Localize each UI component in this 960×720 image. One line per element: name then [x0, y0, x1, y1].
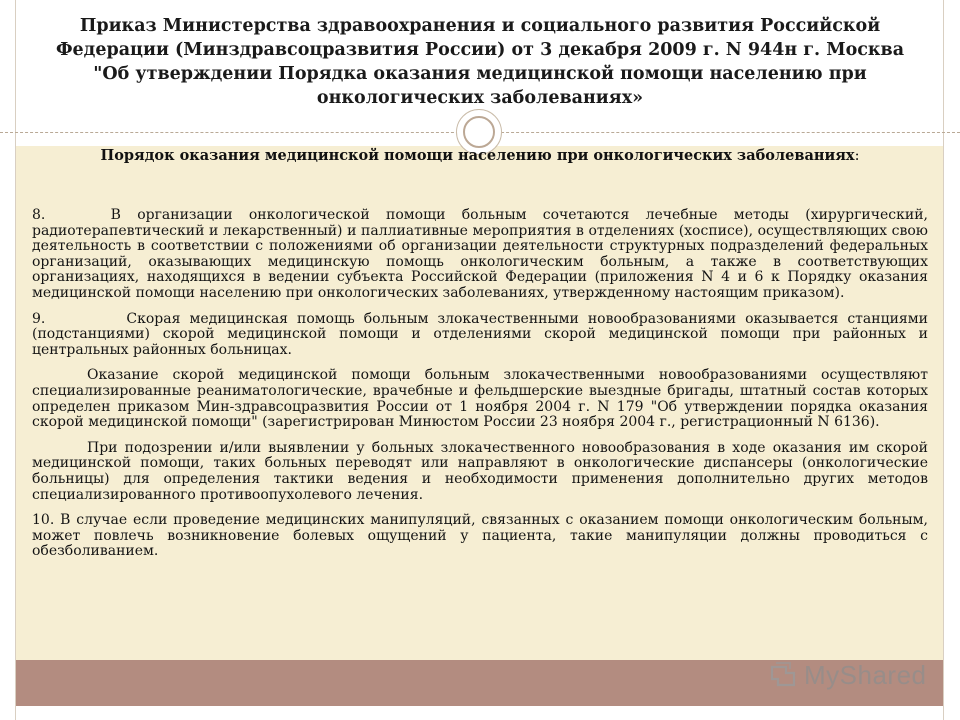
paragraph-9-ambulance-teams [32, 368, 928, 430]
paragraph-10 [32, 513, 928, 560]
paragraph-text: В случае если проведение медицинских манипуляций, связанных с оказанием помощи онкологическим больным, может повлечь возникновение болевых ощущений у пациента, такие манипуляции должны проводиться с обезболиванием. [32, 512, 929, 560]
paragraph-9-transfer [32, 441, 928, 503]
paragraph-8 [32, 208, 928, 302]
section-heading-text: Порядок оказания медицинской помощи населению при онкологических заболеваниях [100, 147, 855, 164]
section-heading-colon: : [854, 148, 860, 164]
watermark-text: MyShared [804, 659, 927, 690]
paragraph-text: В организации онкологической помощи больным сочетаются лечебные методы (хирургический, радиотерапевтический и лекарственный) и паллиативные мероприятия в отделениях (хосписе), осуществляющих свою деятельность в соответствии с положениями об организации деятельности структурных подразделений федеральных организаций, оказывающих медицинскую помощь онкологическим больным, а также в соответствующих организациях, находящихся в ведении субъекта Российской Федерации (приложения N 4 и 6 к Порядку оказания медицинской помощи населению при онкологических заболеваниях, утвержденному настоящим приказом). [32, 207, 928, 301]
paragraph-number: 9. [32, 310, 46, 327]
paragraph-number: 10. [32, 512, 55, 529]
paragraph-text: При подозрении и/или выявлении у больных злокачественного новообразования в ходе оказания им скорой медицинской помощи, таких больных переводят или направляют в онкологические диспансеры (онкологические больницы) для определения тактики ведения и необходимости применения дополнительно других методов специализированного противоопухолевого лечения. [32, 439, 928, 503]
paragraph-text: Оказание скорой медицинской помощи больным злокачественными новообразованиями осуществляют специализированные реаниматологические, врачебные и фельдшерские выездные бригады, штатный состав которых определен приказом Мин-здравсоцразвития России от 1 ноября 2004 г. N 179 "Об утверждении порядка оказания скорой медицинской помощи" (зарегистрирован Минюстом России 23 ноября 2004 г., регистрационный N 6136). [32, 367, 928, 431]
watermark [768, 658, 928, 692]
paragraph-number: 8. [32, 207, 46, 223]
section-heading [60, 148, 900, 164]
document-body [32, 208, 928, 570]
slide-title: Приказ Министерства здравоохранения и социального развития Российской Федерации (Минздравсоцразвития России) от 3 декабря 2009 г. N 944н г. Москва "Об утверждении Порядка оказания медицинской помощи населению при онкологических заболеваниях» [55, 16, 905, 108]
frame-right-line [943, 0, 944, 720]
paragraph-9 [32, 312, 928, 359]
myshared-logo-icon [768, 661, 798, 689]
paragraph-text: Скорая медицинская помощь больным злокачественными новообразованиями оказывается станциями (подстанциями) скорой медицинской помощи и отделениями скорой медицинской помощи при районных и центральных районных больницах. [32, 310, 928, 358]
